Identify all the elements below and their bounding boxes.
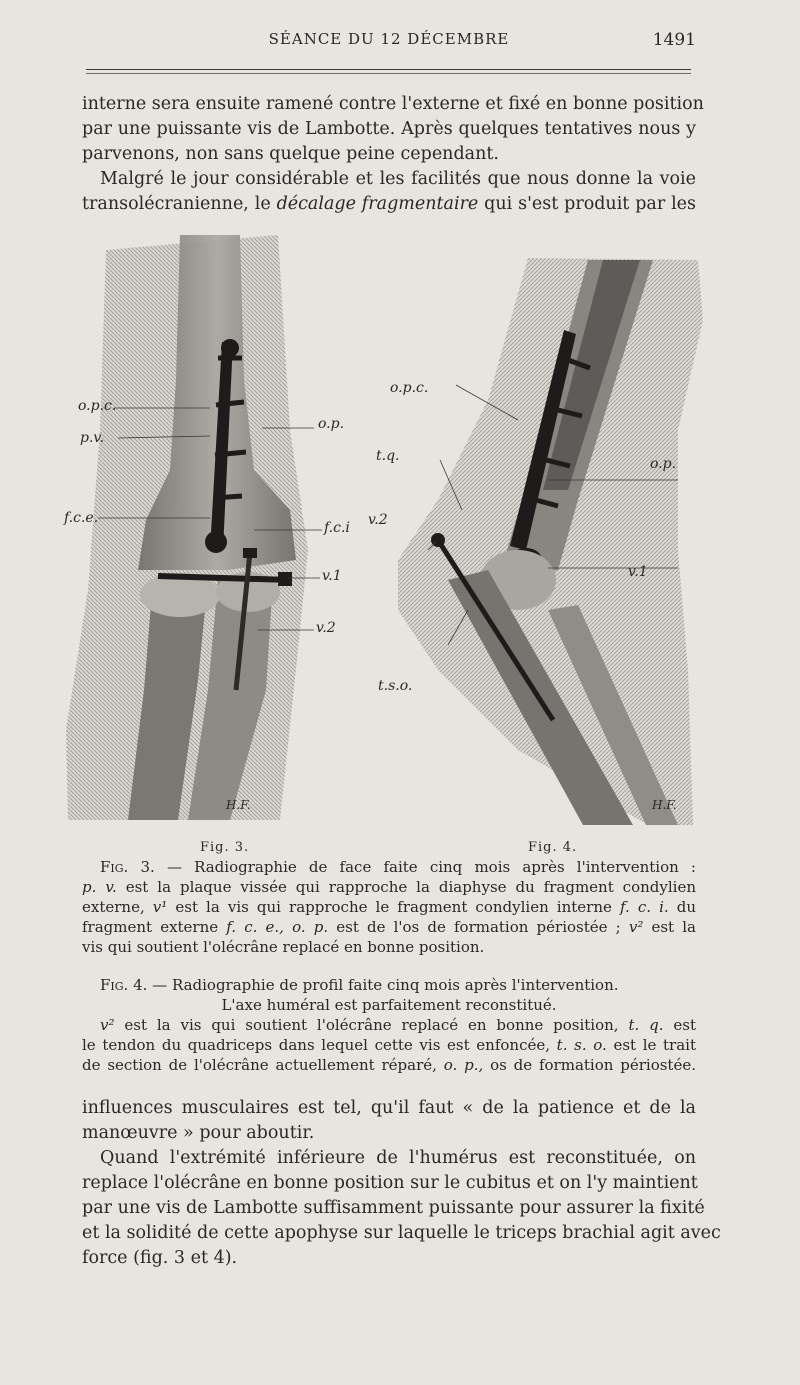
label-tso: t.s.o. — [378, 678, 413, 694]
italic-run: t. s. o. — [556, 1036, 607, 1054]
header-rule — [86, 69, 691, 70]
paragraph-4 — [82, 1146, 721, 1271]
running-title: SÉANCE DU 12 DÉCEMBRE — [268, 30, 510, 48]
label-v2: v.2 — [316, 620, 336, 636]
text-line: replace l'olécrâne en bonne position sur le cubitus et on l'y maintient — [82, 1173, 698, 1193]
figure-3-radiograph — [58, 230, 358, 830]
label-fce: f.c.e. — [64, 510, 99, 526]
text-run: est le trait — [613, 1036, 696, 1054]
screw-head — [205, 531, 227, 553]
label-tq: t.q. — [376, 448, 400, 464]
italic-run: p. v. — [82, 878, 117, 896]
text-line: et la solidité de cette apophyse sur laquelle le triceps brachial agit avec — [82, 1223, 721, 1243]
caption-line: vis qui soutient l'olécrâne replacé en bonne position. — [82, 938, 485, 956]
label-fci: f.c.i — [324, 520, 350, 536]
caption-line — [82, 975, 696, 995]
text-run: est la — [651, 918, 696, 936]
caption-line — [82, 917, 696, 937]
text-run: est la vis qui soutient l'olécrâne replacé en bonne position, — [124, 1016, 619, 1034]
italic-run: t. q. — [628, 1016, 664, 1034]
caption-line — [82, 877, 696, 897]
text-run: transolécranienne, le — [82, 194, 271, 214]
header-rule-double — [86, 73, 691, 74]
figure-4-radiograph — [378, 250, 713, 830]
caption-line — [82, 1035, 696, 1055]
text-line: Quand l'extrémité inférieure de l'humérus est reconstituée, on — [100, 1148, 696, 1168]
screw-v1 — [158, 576, 290, 580]
text-run: de section de l'olécrâne actuellement réparé, — [82, 1056, 437, 1074]
figure-4-label: Fig. 4. — [528, 840, 578, 855]
italic-run: o. p. — [292, 918, 329, 936]
text-run: est — [673, 1016, 696, 1034]
caption-line: L'axe huméral est parfaitement reconstitué. — [221, 996, 557, 1014]
label-pv: p.v. — [80, 430, 105, 446]
paragraph-1 — [82, 92, 704, 167]
text-run: est la vis qui rapproche le fragment condylien interne — [175, 898, 612, 916]
italic-run: f. c. i. — [619, 898, 669, 916]
page-header — [82, 30, 696, 54]
text-run: est la plaque vissée qui rapproche la diaphyse du fragment condylien — [125, 878, 696, 896]
label-op: o.p. — [650, 456, 677, 472]
text-line: force (fig. 3 et 4). — [82, 1248, 238, 1268]
figure-3-label: Fig. 3. — [200, 840, 250, 855]
text-run: le tendon du quadriceps dans lequel cette vis est enfoncée, — [82, 1036, 551, 1054]
text-line: par une puissante vis de Lambotte. Après quelques tentatives nous y — [82, 119, 696, 139]
italic-run: v² — [628, 918, 644, 936]
text-run: — Radiographie de profil faite cinq mois après l'intervention. — [152, 976, 619, 994]
paragraph-2 — [82, 167, 696, 217]
caption-line — [82, 897, 696, 917]
text-line: influences musculaires est tel, qu'il faut « de la patience et de la — [82, 1098, 696, 1118]
text-line: Malgré le jour considérable et les facilités que nous donne la voie — [100, 169, 696, 189]
text-run: os de formation périostée. — [490, 1056, 696, 1074]
text-line: parvenons, non sans quelque peine cependant. — [82, 144, 499, 164]
italic-run: décalage fragmentaire — [276, 194, 479, 214]
figure-3-signature: H.F. — [226, 798, 251, 812]
label-opc: o.p.c. — [78, 398, 117, 414]
screw-head — [221, 339, 239, 357]
text-run: — Radiographie de face faite cinq mois après l'intervention : — [166, 858, 696, 876]
italic-run: o. p., — [443, 1056, 484, 1074]
italic-run: v² — [100, 1016, 115, 1034]
italic-run: v¹ — [152, 898, 168, 916]
text-line — [82, 192, 696, 217]
figure-4-signature: H.F. — [652, 798, 677, 812]
caption-figure-3 — [82, 857, 696, 957]
text-line: interne sera ensuite ramené contre l'externe et fixé en bonne position — [82, 94, 704, 114]
caption-line — [82, 857, 696, 877]
screw-v2-head — [243, 548, 257, 558]
caption-line — [82, 1015, 696, 1035]
caption-figref: Fig. 3. — [100, 858, 155, 876]
italic-run: f. c. e., — [226, 918, 284, 936]
text-run: qui s'est produit par les — [484, 194, 696, 214]
screw-v1-head — [278, 572, 292, 586]
text-run: externe, — [82, 898, 145, 916]
label-opc: o.p.c. — [390, 380, 429, 396]
label-v2: v.2 — [368, 512, 388, 528]
label-v1: v.1 — [628, 564, 648, 580]
text-line: par une vis de Lambotte suffisamment puissante pour assurer la fixité — [82, 1198, 705, 1218]
figures-area — [58, 230, 718, 850]
label-v1: v.1 — [322, 568, 342, 584]
text-run: fragment externe — [82, 918, 219, 936]
label-op: o.p. — [318, 416, 345, 432]
caption-figref: Fig. 4. — [100, 976, 148, 994]
caption-figure-4 — [82, 975, 696, 1075]
text-line: manœuvre » pour aboutir. — [82, 1123, 315, 1143]
caption-line — [82, 1055, 696, 1075]
paragraph-3 — [82, 1096, 696, 1146]
text-run: du — [676, 898, 696, 916]
text-run: est de l'os de formation périostée ; — [336, 918, 621, 936]
page-number: 1491 — [652, 30, 696, 50]
